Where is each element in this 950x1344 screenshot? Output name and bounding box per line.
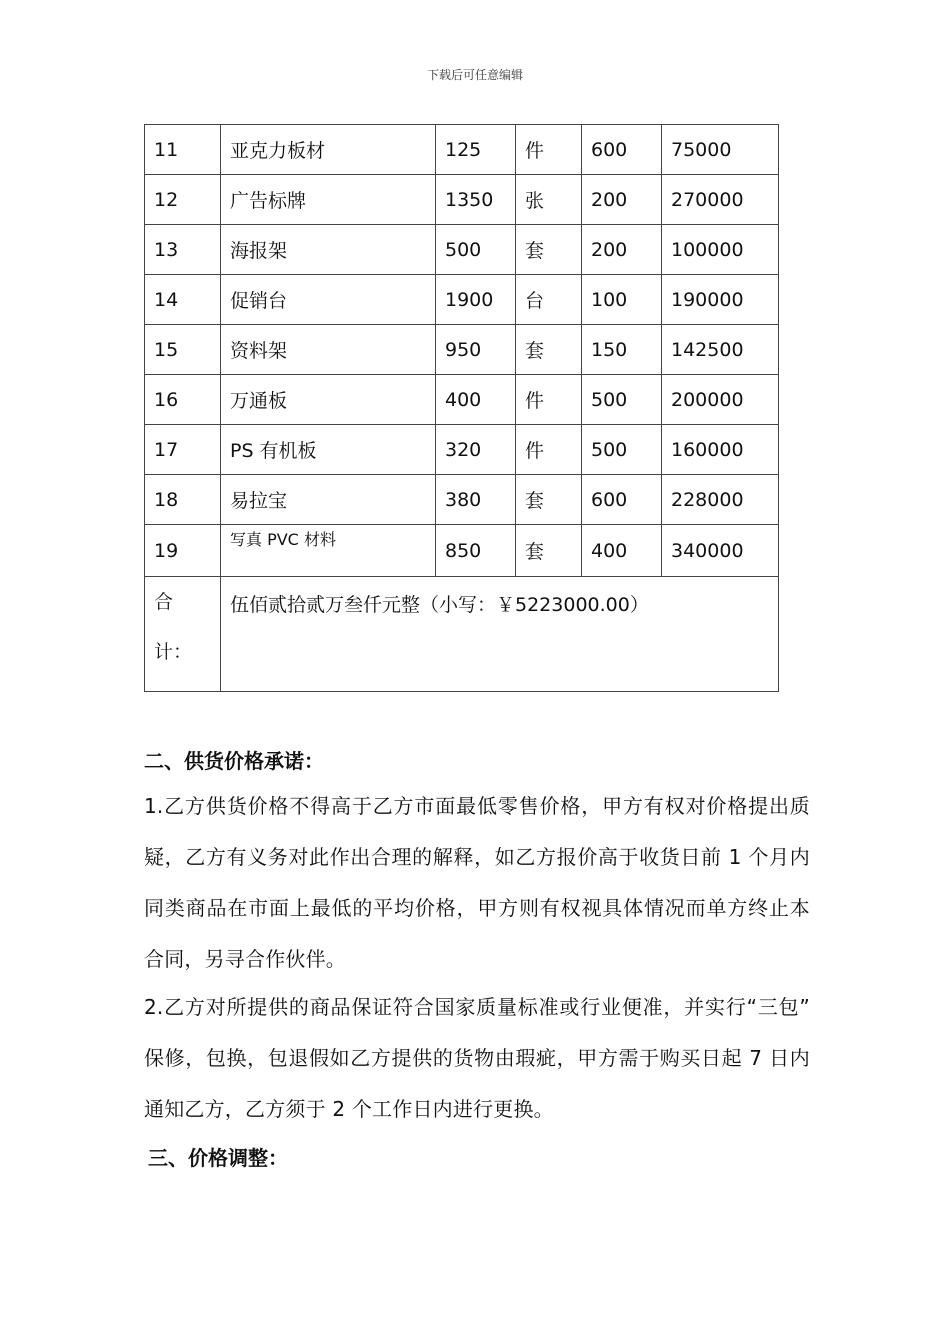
cell-quantity: 100: [582, 275, 662, 325]
cell-unit-price: 1350: [436, 175, 516, 225]
cell-row-number: 12: [145, 175, 221, 225]
cell-item-name: 写真 PVC 材料: [221, 525, 436, 577]
cell-unit-price: 500: [436, 225, 516, 275]
section2-paragraph-2: 2.乙方对所提供的商品保证符合国家质量标准或行业便准，并实行“三包” 保修，包换，包退假如乙方提供的货物由瑕疵，甲方需于购买日起 7 日内通知乙方，乙方须于 2 个工作日内进行更换。: [144, 995, 810, 1121]
cell-item-name: 促销台: [221, 275, 436, 325]
cell-row-number: 18: [145, 475, 221, 525]
cell-row-number: 13: [145, 225, 221, 275]
page-header-note: 下载后可任意编辑: [426, 68, 523, 82]
cell-row-number: 14: [145, 275, 221, 325]
cell-quantity: 200: [582, 175, 662, 225]
cell-amount: 340000: [662, 525, 779, 577]
total-amount-text: 伍佰贰拾贰万叁仟元整（小写：￥5223000.00）: [221, 577, 779, 692]
cell-quantity: 500: [582, 425, 662, 475]
cell-unit-price: 400: [436, 375, 516, 425]
cell-item-name: PS 有机板: [221, 425, 436, 475]
cell-unit-price: 850: [436, 525, 516, 577]
cell-unit: 台: [516, 275, 582, 325]
cell-amount: 228000: [662, 475, 779, 525]
cell-amount: 200000: [662, 375, 779, 425]
table-row: [145, 525, 779, 577]
cell-row-number: 17: [145, 425, 221, 475]
cell-unit-price: 950: [436, 325, 516, 375]
section2-title: 二、供货价格承诺：: [144, 749, 324, 773]
cell-quantity: 600: [582, 475, 662, 525]
section2-paragraph-1: 1.乙方供货价格不得高于乙方市面最低零售价格，甲方有权对价格提出质疑，乙方有义务对此作出合理的解释，如乙方报价高于收货日前 1 个月内同类商品在市面上最低的平均价格，甲方则有权视具体情况而单方终止本合同，另寻合作伙伴。: [144, 794, 810, 971]
cell-row-number: 19: [145, 525, 221, 577]
cell-quantity: 600: [582, 125, 662, 175]
cell-row-number: 11: [145, 125, 221, 175]
table-row: [145, 325, 779, 375]
cell-amount: 270000: [662, 175, 779, 225]
cell-amount: 142500: [662, 325, 779, 375]
cell-amount: 100000: [662, 225, 779, 275]
table-row: [145, 425, 779, 475]
cell-unit: 套: [516, 325, 582, 375]
cell-item-name: 万通板: [221, 375, 436, 425]
cell-item-name: 资料架: [221, 325, 436, 375]
table-row: [145, 475, 779, 525]
cell-unit: 套: [516, 225, 582, 275]
total-row: [145, 577, 779, 692]
cell-unit: 套: [516, 475, 582, 525]
table-row: [145, 125, 779, 175]
cell-row-number: 15: [145, 325, 221, 375]
cell-unit: 件: [516, 425, 582, 475]
cell-unit: 张: [516, 175, 582, 225]
cell-unit: 件: [516, 375, 582, 425]
cell-unit-price: 320: [436, 425, 516, 475]
cell-quantity: 400: [582, 525, 662, 577]
table-row: [145, 375, 779, 425]
table-row: [145, 275, 779, 325]
items-table: [144, 124, 779, 692]
cell-quantity: 200: [582, 225, 662, 275]
table-row: [145, 175, 779, 225]
cell-unit: 件: [516, 125, 582, 175]
cell-item-name: 广告标牌: [221, 175, 436, 225]
cell-row-number: 16: [145, 375, 221, 425]
section3-title: 三、价格调整：: [148, 1146, 288, 1170]
cell-unit: 套: [516, 525, 582, 577]
cell-amount: 160000: [662, 425, 779, 475]
table-row: [145, 225, 779, 275]
cell-amount: 190000: [662, 275, 779, 325]
cell-item-name: 亚克力板材: [221, 125, 436, 175]
items-table-body: [145, 125, 779, 577]
total-label-line1: 合: [154, 591, 174, 613]
cell-item-name: 海报架: [221, 225, 436, 275]
cell-quantity: 500: [582, 375, 662, 425]
total-label: [145, 577, 221, 692]
cell-unit-price: 1900: [436, 275, 516, 325]
cell-unit-price: 380: [436, 475, 516, 525]
cell-quantity: 150: [582, 325, 662, 375]
cell-unit-price: 125: [436, 125, 516, 175]
cell-item-name: 易拉宝: [221, 475, 436, 525]
total-label-line2: 计：: [154, 641, 193, 663]
cell-amount: 75000: [662, 125, 779, 175]
